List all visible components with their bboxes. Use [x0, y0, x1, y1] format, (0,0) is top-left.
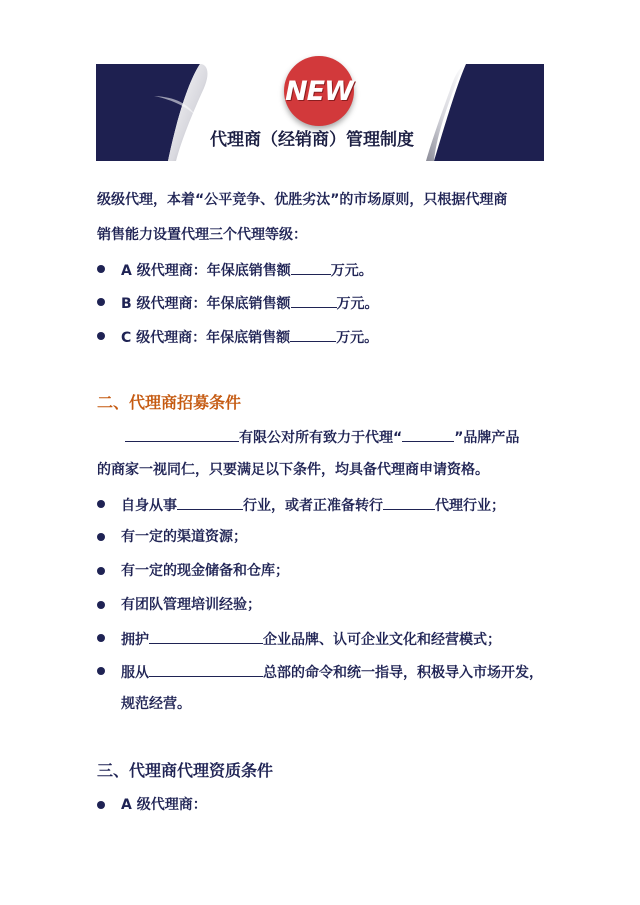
bullet-icon [97, 500, 105, 508]
level-b-blank [291, 292, 337, 308]
level-a-prefix: A 级代理商：年保底销售额 [121, 263, 291, 279]
condition-capital: 有一定的现金储备和仓库； [97, 561, 557, 581]
section-3-heading: 三、代理商代理资质条件 [97, 761, 274, 780]
condition-obey-continued: 规范经营。 [121, 696, 191, 712]
intro-line-2: 销售能力设置代理三个代理等级： [97, 227, 307, 243]
level-c-item [97, 326, 557, 346]
section-2-heading: 二、代理商招募条件 [97, 393, 242, 412]
level-a-item [97, 259, 557, 279]
condition-team: 有团队管理培训经验； [97, 595, 557, 615]
document-title: 代理商（经销商）管理制度 [210, 130, 414, 150]
level-a-blank [291, 259, 331, 275]
level-c-blank [290, 326, 336, 342]
condition-channel: 有一定的渠道资源； [97, 527, 557, 547]
brand-company-blank [149, 628, 263, 644]
qualification-level-a: A 级代理商： [97, 795, 557, 815]
industry-blank [177, 494, 243, 510]
new-badge [284, 56, 354, 126]
bullet-icon [97, 634, 105, 642]
level-a-suffix: 万元。 [330, 263, 373, 279]
right-dark-panel [434, 64, 544, 161]
section-2-intro-line-1: 有限公对所有致力于代理“ ”品牌产品 [125, 426, 585, 448]
bullet-icon [97, 567, 105, 575]
company-name-blank [125, 426, 239, 442]
level-b-suffix: 万元。 [336, 296, 379, 312]
headquarters-blank [149, 661, 263, 677]
new-badge-label: NEW [285, 75, 353, 107]
level-c-suffix: 万元。 [336, 330, 379, 346]
section-2-intro-line-2: 的商家一视同仁，只要满足以下条件，均具备代理商申请资格。 [97, 462, 489, 478]
target-industry-blank [383, 494, 435, 510]
condition-obey: 服从 总部的命令和统一指导，积极导入市场开发， [97, 661, 557, 681]
brand-name-blank [402, 426, 454, 442]
condition-brand: 拥护 企业品牌、认可企业文化和经营模式； [97, 628, 557, 648]
level-c-prefix: C 级代理商：年保底销售额 [121, 330, 291, 346]
bullet-icon [97, 265, 105, 273]
bullet-icon [97, 298, 105, 306]
bullet-icon [97, 801, 105, 809]
bullet-icon [97, 332, 105, 340]
bullet-icon [97, 533, 105, 541]
bullet-icon [97, 667, 105, 675]
intro-line-1: 级级代理，本着“公平竞争、优胜劣汰”的市场原则，只根据代理商 [97, 192, 508, 208]
level-b-prefix: B 级代理商：年保底销售额 [121, 296, 291, 312]
level-b-item [97, 292, 557, 312]
bullet-icon [97, 601, 105, 609]
condition-industry: 自身从事 行业，或者正准备转行 代理行业； [97, 494, 557, 514]
